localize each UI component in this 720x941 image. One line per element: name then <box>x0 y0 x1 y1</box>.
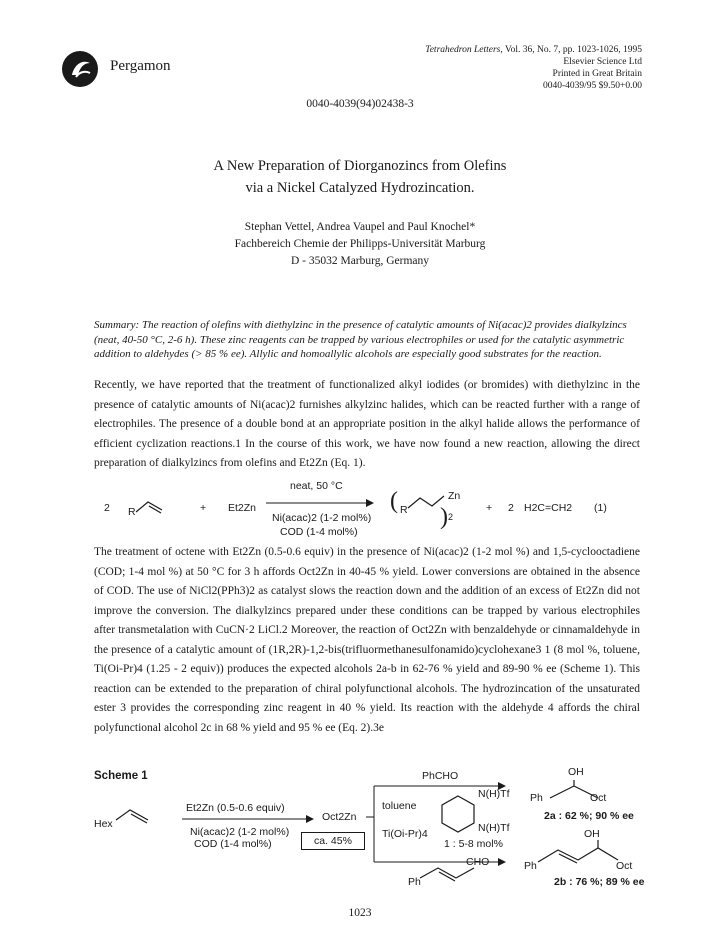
citation-issn: 0040-4039/95 $9.50+0.00 <box>542 81 642 91</box>
scheme-arrow-1 <box>182 814 314 824</box>
eq-product-r: R <box>400 504 408 516</box>
article-title <box>0 155 720 199</box>
scheme-oct-1: Oct <box>590 792 607 804</box>
title-line-2: via a Nickel Catalyzed Hydrozincation. <box>245 180 475 196</box>
doi: 0040-4039(94)02438-3 <box>306 98 414 110</box>
eq-number: (1) <box>594 502 607 514</box>
scheme-oh-1: OH <box>568 766 584 778</box>
eq-paren-open: ( <box>390 488 398 514</box>
eq-plus-2: + <box>486 502 493 514</box>
citation-journal: Tetrahedron Letters, <box>425 45 503 55</box>
scheme-nhtf-bottom: N(H)Tf <box>478 822 510 834</box>
eq-reagent: Et2Zn <box>228 502 257 514</box>
scheme-oct2zn: Oct2Zn <box>322 811 357 823</box>
eq-paren-close: ) <box>440 504 448 530</box>
scheme-cond-1: Et2Zn (0.5-0.6 equiv) <box>186 802 285 814</box>
eq-byproduct: H2C=CH2 <box>524 502 573 514</box>
scheme-ph-1: Ph <box>530 792 543 804</box>
scheme-oh-2: OH <box>584 828 600 840</box>
product-2b-structure <box>534 840 624 866</box>
citation-volume: Vol. 36, No. 7, pp. 1023-1026, 1995 <box>504 45 642 55</box>
eq-product-zn: Zn <box>448 490 461 502</box>
eq-coefficient-left: 2 <box>104 502 110 514</box>
affiliation-2: D - 35032 Marburg, Germany <box>290 255 430 267</box>
scheme-cinnam-ph: Ph <box>408 876 421 888</box>
scheme-result-2b: 2b : 76 %; 89 % ee <box>554 876 645 888</box>
eq-condition-1: Ni(acac)2 (1-2 mol%) <box>272 512 372 524</box>
eq-condition-2: COD (1-4 mol%) <box>280 526 358 538</box>
eq-r-label: R <box>128 506 136 518</box>
affiliation-1: Fachbereich Chemie der Philipps-Universität Marburg <box>234 238 486 250</box>
scheme-title: Scheme 1 <box>94 770 148 782</box>
publisher-name: Pergamon <box>110 58 171 74</box>
citation-publisher: Elsevier Science Ltd <box>563 57 642 67</box>
publisher-logo <box>60 49 100 89</box>
cyclohexane-catalyst-structure <box>438 792 478 834</box>
scheme-nhtf-top: N(H)Tf <box>478 788 510 800</box>
scheme-oct-2: Oct <box>616 860 633 872</box>
eq-condition-top: neat, 50 °C <box>290 480 343 492</box>
scheme-result-2a: 2a : 62 %; 90 % ee <box>544 810 634 822</box>
authors: Stephan Vettel, Andrea Vaupel and Paul Knochel* <box>244 221 476 233</box>
reaction-arrow <box>266 498 374 508</box>
scheme-yield-box: ca. 45% <box>301 832 365 850</box>
equation-1 <box>94 476 640 546</box>
summary-label: Summary: <box>94 319 140 331</box>
scheme-cinnam-cho: CHO <box>466 856 490 868</box>
paragraph-1: Recently, we have reported that the treatment of functionalized alkyl iodides (or bromides) with diethylzinc in the presence of catalytic amounts of Ni(acac)2 furnishes alkylzinc halides, which can be reacted further with a range of electrophiles. The presence of a double bond at an appropriate position in the alkyl halide allows the performance of efficient cyclization reactions.1 In the course of this work, we have now found a new reaction, allowing the direct preparation of dialkylzincs from olefins and Et2Zn (Eq. 1). <box>94 379 640 469</box>
olefin-structure <box>134 496 164 516</box>
scheme-cond-2: Ni(acac)2 (1-2 mol%) <box>190 826 290 838</box>
scheme-hex-label: Hex <box>94 818 113 830</box>
scheme-cond-3: COD (1-4 mol%) <box>194 838 272 850</box>
hexene-structure <box>114 806 154 824</box>
scheme-ratio: 1 : 5-8 mol% <box>444 838 503 850</box>
summary-text: The reaction of olefins with diethylzinc in the presence of catalytic amounts of Ni(acac)2 provides dialkylzincs (neat, 40-50 °C, 2-6 h). These zinc reagents can be trapped by various electrophiles or used for the catalytic asymmetric addition to aldehydes (> 85 % ee). Allylic and homoallylic alcohols are especially good substrates for the reaction. <box>94 319 627 360</box>
summary <box>94 318 640 362</box>
eq-product-subscript: 2 <box>448 512 454 522</box>
page-number: 1023 <box>348 907 372 919</box>
eq-plus-1: + <box>200 502 207 514</box>
citation-printed: Printed in Great Britain <box>552 69 642 79</box>
author-block <box>0 219 720 270</box>
scheme-phcho: PhCHO <box>422 770 459 782</box>
citation-block <box>425 44 642 92</box>
paragraph-2: The treatment of octene with Et2Zn (0.5-0.6 equiv) in the presence of Ni(acac)2 (1-2 mol %) and 1,5-cyclooctadiene (COD; 1-4 mol %) at 50 °C for 3 h affords Oct2Zn in 40-45 % yield. Lower conversions are obtained in the absence of COD. The use of NiCl2(PPh3)2 as catalyst slows the reaction down and the addition of an excess of Et2Zn did not improve the conversion. The dialkylzincs prepared under these conditions can be trapped by various electrophiles after transmetalation with CuCN·2 LiCl.2 Moreover, the reaction of Oct2Zn with benzaldehyde or cinnamaldehyde in the presence of a catalytic amount of (1R,2R)-1,2-bis(trifluormethanesulfonamido)cyclohexane3 1 (8 mol %, toluene, Ti(Oi-Pr)4 (1.25 - 2 equiv)) produces the expected alcohols 2a-b in 62-76 % yield and 89-90 % ee (Scheme 1). This reaction can be extended to the preparation of chiral polyfunctional alcohols. The hydrozincation of the unsaturated ester 3 provides the corresponding zinc reagent in 40 % yield. Its reaction with the aldehyde 4 affords the chiral polyfunctional alcohol 2c in 68 % yield and 95 % ee (Eq. 2).3e <box>94 546 640 734</box>
eq-coefficient-right: 2 <box>508 502 514 514</box>
scheme-ph-2: Ph <box>524 860 537 872</box>
scheme-toluene: toluene <box>382 800 417 812</box>
title-line-1: A New Preparation of Diorganozincs from Olefins <box>213 158 507 174</box>
scheme-ti-reagent: Ti(Oi-Pr)4 <box>382 828 428 840</box>
